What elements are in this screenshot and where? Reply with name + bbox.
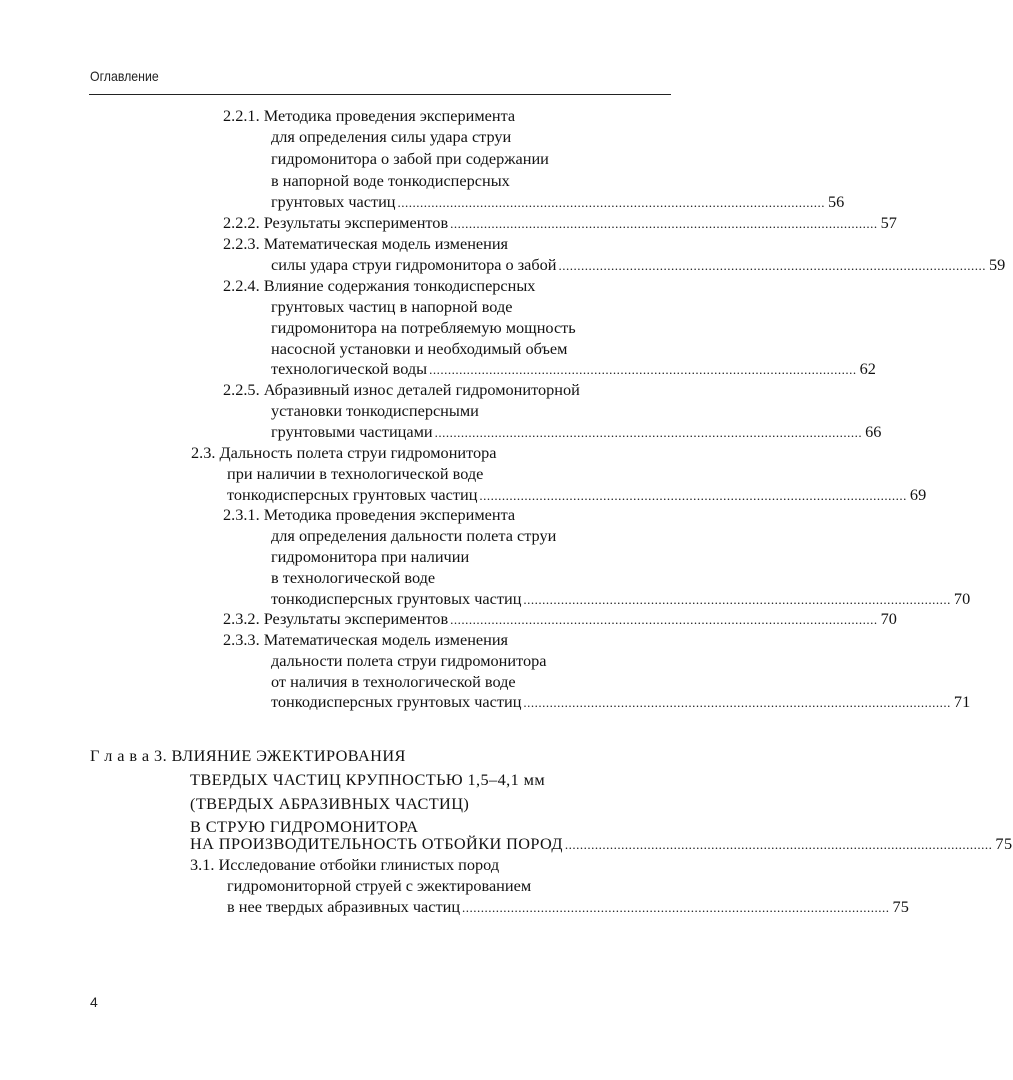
chapter-heading	[190, 794, 671, 814]
toc-entry	[271, 297, 671, 317]
toc-entry-text: 2.3.3. Математическая модель изменения	[223, 630, 509, 649]
toc-entry: силы удара струи гидромонитора о забой .................................................................................................................. 59	[271, 255, 1006, 274]
toc-entry	[223, 630, 671, 650]
toc-entry	[227, 876, 671, 896]
toc-entry	[271, 672, 671, 692]
toc-entry-text: 2.2.5. Абразивный износ деталей гидромониторной	[223, 380, 580, 399]
toc-entry-text: ТВЕРДЫХ ЧАСТИЦ КРУПНОСТЬЮ 1,5–4,1 мм	[190, 770, 546, 789]
toc-entry: технологической воды .................................................................................................................. 62	[271, 359, 876, 378]
toc-entry-text: Г л а в а 3. ВЛИЯНИЕ ЭЖЕКТИРОВАНИЯ	[90, 746, 406, 765]
toc-entry-page: 57	[880, 213, 897, 232]
chapter-heading	[190, 770, 671, 790]
toc-entry	[223, 380, 671, 400]
toc-entry-page: 66	[865, 422, 882, 441]
toc-entry-text: грунтовых частиц	[271, 192, 396, 211]
toc-entry-text: НА ПРОИЗВОДИТЕЛЬНОСТЬ ОТБОЙКИ ПОРОД	[190, 834, 563, 853]
running-header-title: Оглавление	[90, 68, 159, 84]
toc-entry: грунтовых частиц .................................................................................................................. 56	[271, 192, 845, 211]
toc-entry-text: тонкодисперсных грунтовых частиц	[271, 692, 522, 711]
toc-entry: тонкодисперсных грунтовых частиц .................................................................................................................. 71	[271, 692, 971, 711]
toc-entry-page: 70	[953, 589, 971, 608]
toc-entry-text: насосной установки и необходимый объем	[271, 339, 568, 358]
header-rule	[89, 94, 671, 95]
toc-entry-text: силы удара струи гидромонитора о забой	[271, 255, 557, 274]
toc-entry	[271, 339, 671, 359]
toc-entry-text: гидромонитора на потребляемую мощность	[271, 318, 576, 337]
toc-entry	[223, 106, 671, 126]
toc-entry-text: в нее твердых абразивных частиц	[227, 897, 461, 916]
toc-entry-page: 75	[995, 834, 1013, 853]
toc-entry-page: 70	[880, 609, 897, 628]
chapter-heading	[90, 746, 671, 766]
toc-entry-text: 2.2.3. Математическая модель изменения	[223, 234, 509, 253]
toc-entry	[271, 127, 671, 147]
toc-entry-text: тонкодисперсных грунтовых частиц	[227, 485, 478, 504]
toc-entry	[223, 234, 671, 254]
toc-entry	[271, 401, 671, 421]
toc-entry-text: установки тонкодисперсными	[271, 401, 479, 420]
toc-entry: 2.2.2. Результаты экспериментов .................................................................................................................. 57	[223, 213, 897, 232]
toc-entry	[271, 568, 671, 588]
toc-entry-text: 2.2.1. Методика проведения эксперимента	[223, 106, 516, 125]
toc-entry-text: для определения силы удара струи	[271, 127, 512, 146]
page-number: 4	[90, 994, 98, 1010]
toc-entry	[223, 276, 671, 296]
toc-entry: 2.3.2. Результаты экспериментов .................................................................................................................. 70	[223, 609, 897, 628]
toc-entry: тонкодисперсных грунтовых частиц .................................................................................................................. 70	[271, 589, 971, 608]
toc-entry-text: от наличия в технологической воде	[271, 672, 516, 691]
toc-entry-text: в напорной воде тонкодисперсных	[271, 171, 510, 190]
toc-entry	[190, 855, 671, 875]
toc-entry-page: 59	[989, 255, 1006, 274]
toc-entry	[271, 547, 671, 567]
toc-entry-text: гидромонитора о забой при содержании	[271, 149, 549, 168]
toc-entry-text: технологической воды	[271, 359, 428, 378]
toc-entry-text: 3.1. Исследование отбойки глинистых пород	[190, 855, 500, 874]
toc-entry-text: 2.3. Дальность полета струи гидромонитора	[191, 443, 497, 462]
toc-entry-page: 62	[859, 359, 876, 378]
toc-entry-text: В СТРУЮ ГИДРОМОНИТОРА	[190, 817, 419, 836]
toc-entry	[271, 318, 671, 338]
toc-entry	[227, 464, 671, 484]
toc-entry: в нее твердых абразивных частиц .................................................................................................................. 75	[227, 897, 909, 916]
chapter-heading: НА ПРОИЗВОДИТЕЛЬНОСТЬ ОТБОЙКИ ПОРОД .................................................................................................................. 75	[190, 834, 1013, 853]
toc-entry	[191, 443, 671, 463]
toc-entry-text: грунтовыми частицами	[271, 422, 433, 441]
toc-entry-page: 75	[892, 897, 909, 916]
toc-entry-text: 2.3.2. Результаты экспериментов	[223, 609, 449, 628]
toc-entry-page: 69	[909, 485, 927, 504]
toc-entry-text: гидромониторной струей с эжектированием	[227, 876, 532, 895]
toc-entry-text: в технологической воде	[271, 568, 436, 587]
toc-entry	[271, 526, 671, 546]
toc-entry: грунтовыми частицами .................................................................................................................. 66	[271, 422, 882, 441]
toc-entry-page: 71	[953, 692, 971, 711]
toc-entry-text: 2.2.4. Влияние содержания тонкодисперсных	[223, 276, 536, 295]
toc-entry	[271, 171, 671, 191]
toc-entry	[271, 651, 671, 671]
toc-entry-page: 56	[828, 192, 845, 211]
toc-entry-text: дальности полета струи гидромонитора	[271, 651, 547, 670]
toc-entry-text: для определения дальности полета струи	[271, 526, 557, 545]
toc-entry-text: при наличии в технологической воде	[227, 464, 484, 483]
toc-entry-text: 2.2.2. Результаты экспериментов	[223, 213, 449, 232]
toc-entry-text: 2.3.1. Методика проведения эксперимента	[223, 505, 516, 524]
toc-entry-text: тонкодисперсных грунтовых частиц	[271, 589, 522, 608]
toc-entry	[223, 505, 671, 525]
toc-entry	[271, 149, 671, 169]
toc-entry-text: гидромонитора при наличии	[271, 547, 470, 566]
toc-entry-text: грунтовых частиц в напорной воде	[271, 297, 513, 316]
toc-entry-text: (ТВЕРДЫХ АБРАЗИВНЫХ ЧАСТИЦ)	[190, 794, 470, 813]
toc-entry: тонкодисперсных грунтовых частиц .................................................................................................................. 69	[227, 485, 927, 504]
